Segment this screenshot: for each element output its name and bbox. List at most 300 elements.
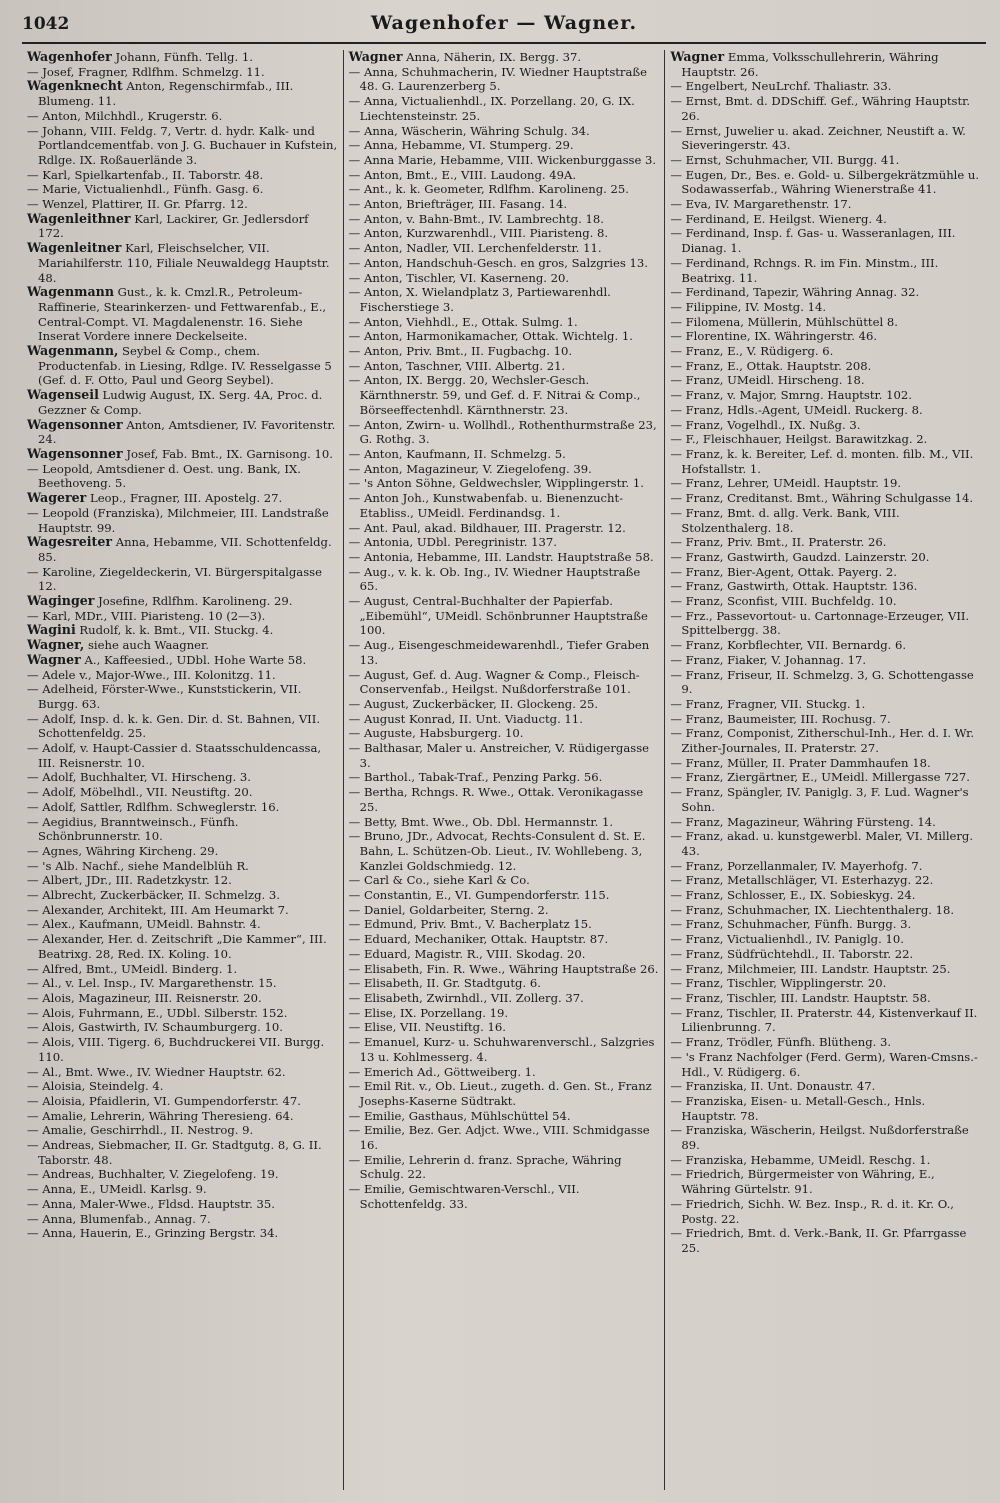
entry-text: siehe auch Waagner. <box>84 638 209 653</box>
directory-entry <box>670 1167 981 1196</box>
directory-entry <box>27 124 338 168</box>
directory-entry <box>349 1079 660 1108</box>
entry-text: — Adelheid, Förster-Wwe., Kunststickerin, VII. Burgg. 63. <box>27 682 302 711</box>
entry-text: — Franz, Porzellanmaler, IV. Mayerhofg. 7. <box>670 858 923 873</box>
directory-entry <box>670 903 981 918</box>
entry-text: — Ernst, Bmt. d. DDSchiff. Gef., Währing Hauptstr. 26. <box>670 94 971 123</box>
directory-entry <box>670 403 981 418</box>
directory-entry <box>670 932 981 947</box>
entry-surname: Waginger <box>27 593 95 609</box>
directory-entry <box>27 447 338 462</box>
entry-text: — Aloisia, Pfaidlerin, VI. Gumpendorferstr. 47. <box>27 1093 301 1108</box>
entry-text: — Edmund, Priv. Bmt., V. Bacherplatz 15. <box>348 917 592 932</box>
entry-text: — Anton, Milchhdl., Krugerstr. 6. <box>27 108 223 123</box>
entry-text: — August, Gef. d. Aug. Wagner & Comp., Fleisch-Conservenfab., Heilgst. Nußdorferstraße 101. <box>348 667 640 697</box>
entry-text: — Franz, Trödler, Fünfh. Blütheng. 3. <box>670 1035 892 1050</box>
directory-entry <box>349 462 660 477</box>
directory-entry <box>670 300 981 315</box>
entry-text: — Anna, Schuhmacherin, IV. Wiedner Hauptstraße 48. G. Laurenzerberg 5. <box>348 64 647 94</box>
directory-entry <box>349 741 660 770</box>
entry-text: — Leopold (Franziska), Milchmeier, III. Landstraße Hauptstr. 99. <box>27 505 329 535</box>
directory-entry <box>670 668 981 697</box>
directory-entry <box>27 565 338 594</box>
entry-text: — Bertha, Rchngs. R. Wwe., Ottak. Veronikagasse 25. <box>348 785 644 814</box>
directory-entry <box>349 94 660 123</box>
entry-text: — Franz, Ziergärtner, E., UMeidl. Millergasse 727. <box>670 770 970 785</box>
entry-text: — Elise, VII. Neustiftg. 16. <box>348 1020 506 1035</box>
entry-text: — Anton, Viehhdl., E., Ottak. Sulmg. 1. <box>348 314 578 329</box>
directory-entry <box>670 609 981 638</box>
directory-entry <box>27 1109 338 1124</box>
directory-entry <box>670 565 981 580</box>
entry-surname: Wagner <box>348 50 403 64</box>
directory-entry <box>27 418 338 447</box>
entry-text: — Anton, Harmonikamacher, Ottak. Wichtelg. 1. <box>348 329 633 344</box>
directory-entry <box>27 388 338 417</box>
directory-entry <box>670 785 981 814</box>
entry-text: — Engelbert, NeuLrchf. Thaliastr. 33. <box>670 79 892 94</box>
directory-entry <box>27 1123 338 1138</box>
directory-entry <box>27 873 338 888</box>
entry-text: — Alois, VIII. Tigerg. 6, Buchdruckerei VII. Burgg. 110. <box>27 1035 325 1064</box>
entry-text: — Alois, Magazineur, III. Reisnerstr. 20. <box>27 991 262 1005</box>
entry-text: — Anna Marie, Hebamme, VIII. Wickenburggasse 3. <box>348 152 657 167</box>
entry-text: — Andreas, Buchhalter, V. Ziegelofeng. 19. <box>27 1167 279 1182</box>
directory-entry <box>670 697 981 712</box>
directory-entry <box>349 256 660 271</box>
directory-entry <box>349 315 660 330</box>
entry-text: — Antonia, UDbl. Peregrinistr. 137. <box>348 535 557 550</box>
directory-entry <box>670 594 981 609</box>
directory-entry <box>670 653 981 668</box>
entry-text: — Johann, VIII. Feldg. 7, Vertr. d. hydr. Kalk- und Portlandcementfab. von J. G. Buchauer in Kufstein, Rdlge. IX. Roßauerlände 3. <box>27 123 338 167</box>
entry-text: — Franz, UMeidl. Hirscheng. 18. <box>670 373 865 388</box>
entry-text: — Franz, Schuhmacher, Fünfh. Burgg. 3. <box>670 917 912 932</box>
directory-entry <box>670 50 981 79</box>
directory-entry <box>27 1079 338 1094</box>
entry-text: — Franz, E., V. Rüdigerg. 6. <box>670 344 834 359</box>
entry-surname: Wagensonner <box>27 445 123 461</box>
directory-entry <box>670 491 981 506</box>
entry-text: — Franz, Milchmeier, III. Landstr. Hauptstr. 25. <box>670 961 951 976</box>
directory-entry <box>27 1006 338 1021</box>
entry-text: — Aug., v. k. k. Ob. Ing., IV. Wiedner Hauptstraße 65. <box>348 564 641 594</box>
entry-surname: Wagner, <box>27 637 85 653</box>
directory-entry <box>670 1094 981 1123</box>
entry-text: Anton, Amtsdiener, IV. Favoritenstr. 24. <box>38 417 336 447</box>
directory-entry <box>27 1182 338 1197</box>
directory-entry <box>27 976 338 991</box>
entry-text: — Emilie, Bez. Ger. Adjct. Wwe., VIII. Schmidgasse 16. <box>348 1123 650 1153</box>
entry-text: — August, Central-Buchhalter der Papierfab. „Eibemühl“, UMeidl. Schönbrunner Hauptstraße 100. <box>348 594 648 638</box>
entry-text: Anna, Hebamme, VII. Schottenfeldg. 85. <box>38 535 332 564</box>
directory-entry <box>349 550 660 565</box>
directory-entry <box>27 212 338 241</box>
directory-entry <box>27 79 338 108</box>
directory-entry <box>670 153 981 168</box>
entry-text: — Emilie, Lehrerin d. franz. Sprache, Währing Schulg. 22. <box>348 1152 622 1182</box>
entry-surname: Wagenleitner <box>27 240 122 256</box>
directory-entry <box>349 668 660 697</box>
directory-entry <box>349 947 660 962</box>
directory-entry <box>349 50 660 65</box>
directory-entry <box>670 226 981 255</box>
directory-entry <box>27 197 338 212</box>
entry-text: — Franz, Müller, II. Prater Dammhaufen 18. <box>670 755 931 770</box>
entry-text: — Anton, Priv. Bmt., II. Fugbachg. 10. <box>348 344 573 359</box>
directory-entry <box>670 1035 981 1050</box>
entry-text: — Franz, E., Ottak. Hauptstr. 208. <box>670 358 872 373</box>
entry-text: — Karl, MDr., VIII. Piaristeng. 10 (2—3). <box>27 608 266 623</box>
entry-surname: Wagenmann, <box>27 343 119 359</box>
directory-entry <box>670 829 981 858</box>
directory-entry <box>670 1123 981 1152</box>
directory-entry <box>349 976 660 991</box>
directory-entry <box>670 344 981 359</box>
entry-text: — Franziska, Wäscherin, Heilgst. Nußdorferstraße 89. <box>670 1123 969 1153</box>
entry-text: — Karl, Spielkartenfab., II. Taborstr. 48. <box>27 167 264 182</box>
entry-text: — Amalie, Lehrerin, Währing Theresieng. 64. <box>27 1108 294 1123</box>
entry-text: — Alois, Fuhrmann, E., UDbl. Silberstr. 152. <box>27 1005 288 1020</box>
entry-text: — Franz, Tischler, III. Landstr. Hauptstr. 58. <box>670 991 931 1005</box>
directory-entry <box>349 1020 660 1035</box>
entry-text: — Franz, Südfrüchtehdl., II. Taborstr. 22. <box>670 946 914 961</box>
entry-text: — Franz, Sconfist, VIII. Buchfeldg. 10. <box>670 594 897 609</box>
entry-text: — Anna, Victualienhdl., IX. Porzellang. 20, G. IX. Liechtensteinstr. 25. <box>348 94 635 123</box>
directory-entry <box>349 418 660 447</box>
directory-entry <box>349 476 660 491</box>
directory-entry <box>670 476 981 491</box>
directory-entry <box>27 1197 338 1212</box>
directory-entry <box>349 1109 660 1124</box>
entry-text: — Franz, Gastwirth, Ottak. Hauptstr. 136. <box>670 579 918 594</box>
entry-text: — Alexander, Her. d. Zeitschrift „Die Kammer“, III. Beatrixg. 28, Red. IX. Koling. 10. <box>27 932 327 961</box>
entry-text: — Ferdinand, Tapezir, Währing Annag. 32. <box>670 285 920 300</box>
directory-entry <box>670 1006 981 1035</box>
directory-entry <box>670 506 981 535</box>
directory-entry <box>349 785 660 814</box>
directory-entry <box>27 241 338 285</box>
directory-entry <box>349 285 660 314</box>
directory-entry <box>670 94 981 123</box>
entry-text: — Anton, Briefträger, III. Fasang. 14. <box>348 197 568 212</box>
directory-entry <box>349 447 660 462</box>
directory-entry <box>349 1123 660 1152</box>
directory-entry <box>670 432 981 447</box>
entry-text: — Eugen, Dr., Bes. e. Gold- u. Silbergekrätzmühle u. Sodawasserfab., Währing Wienerstraße 41. <box>670 167 980 197</box>
directory-entry <box>27 741 338 770</box>
entry-text: — Friedrich, Sichh. W. Bez. Insp., R. d. it. Kr. O., Postg. 22. <box>670 1196 954 1226</box>
entry-text: — Franziska, Eisen- u. Metall-Gesch., Hnls. Hauptstr. 78. <box>670 1093 926 1123</box>
entry-text: — August, Zuckerbäcker, II. Glockeng. 25. <box>348 696 599 711</box>
entry-surname: Wagenleithner <box>27 210 131 226</box>
directory-entry <box>670 815 981 830</box>
entry-text: — Anton, Kurzwarenhdl., VIII. Piaristeng. 8. <box>348 226 609 241</box>
directory-entry <box>670 124 981 153</box>
entry-text: — Franz, Creditanst. Bmt., Währing Schulgasse 14. <box>670 491 974 506</box>
entry-text: Johann, Fünfh. Tellg. 1. <box>111 50 253 64</box>
entry-text: — Carl & Co., siehe Karl & Co. <box>348 873 530 888</box>
directory-entry <box>670 962 981 977</box>
directory-entry <box>27 917 338 932</box>
directory-entry <box>349 873 660 888</box>
directory-entry <box>349 991 660 1006</box>
entry-text: — Daniel, Goldarbeiter, Sterng. 2. <box>348 902 549 917</box>
directory-entry <box>27 815 338 844</box>
directory-entry <box>349 241 660 256</box>
column-2 <box>343 50 665 1490</box>
entry-text: — Alex., Kaufmann, UMeidl. Bahnstr. 4. <box>27 917 261 932</box>
entry-text: — Anton, IX. Bergg. 20, Wechsler-Gesch. Kärnthnerstr. 59, und Gef. d. F. Nitrai & Comp., Börseeffectenhdl. Kärnthnerstr. 23. <box>348 373 641 417</box>
directory-entry <box>670 329 981 344</box>
directory-entry <box>27 903 338 918</box>
entry-text: — Elisabeth, II. Gr. Stadtgutg. 6. <box>348 976 541 991</box>
directory-entry <box>349 535 660 550</box>
entry-text: — Franz, Tischler, II. Praterstr. 44, Kistenverkauf II. Lilienbrunng. 7. <box>670 1005 978 1035</box>
directory-entry <box>670 79 981 94</box>
entry-text: — Anton Joh., Kunstwabenfab. u. Bienenzucht-Etabliss., UMeidl. Ferdinandsg. 1. <box>348 491 624 520</box>
entry-text: Karl, Fleischselcher, VII. Mariahilferstr. 110, Filiale Neuwaldegg Hauptstr. 48. <box>38 241 330 285</box>
directory-entry <box>349 521 660 536</box>
entry-text: — Ant. Paul, akad. Bildhauer, III. Pragerstr. 12. <box>348 520 626 535</box>
entry-text: Rudolf, k. k. Bmt., VII. Stuckg. 4. <box>75 623 274 638</box>
entry-text: — Bruno, JDr., Advocat, Rechts-Consulent d. St. E. Bahn, L. Schützen-Ob. Lieut., IV. Wohllebeng. 3, Kanzlei Goldschmiedg. 12. <box>348 829 646 873</box>
directory-entry <box>670 1050 981 1079</box>
directory-entry <box>349 359 660 374</box>
directory-entry <box>670 712 981 727</box>
entry-text: — Anton, Nadler, VII. Lerchenfelderstr. 11. <box>348 241 602 256</box>
entry-text: — Emerich Ad., Göttweiberg. 1. <box>348 1064 536 1079</box>
entry-text: — Anna, Hebamme, VI. Stumperg. 29. <box>348 138 574 153</box>
directory-entry <box>670 447 981 476</box>
entry-text: — Emil Rit. v., Ob. Lieut., zugeth. d. Gen. St., Franz Josephs-Kaserne Südtrakt. <box>348 1079 652 1108</box>
entry-surname: Wagenmann <box>27 284 114 300</box>
directory-entry <box>670 1226 981 1255</box>
directory-entry <box>27 1035 338 1064</box>
entry-text: — Albert, JDr., III. Radetzkystr. 12. <box>27 873 232 888</box>
entry-surname: Wagensonner <box>27 416 123 432</box>
directory-entry <box>349 962 660 977</box>
directory-entry <box>349 565 660 594</box>
entry-text: — Filomena, Müllerin, Mühlschüttel 8. <box>670 314 898 329</box>
directory-entry <box>27 668 338 683</box>
directory-entry <box>27 712 338 741</box>
directory-entry <box>349 153 660 168</box>
entry-surname: Wagenhofer <box>27 50 112 64</box>
entry-text: — Franz, k. k. Bereiter, Lef. d. monten. filb. M., VII. Hofstallstr. 1. <box>670 446 974 476</box>
columns <box>22 50 986 1490</box>
entry-text: — Alfred, Bmt., UMeidl. Binderg. 1. <box>27 961 238 976</box>
directory-entry <box>27 535 338 564</box>
directory-entry <box>349 888 660 903</box>
directory-entry <box>670 285 981 300</box>
entry-text: — Franz, Korbflechter, VII. Bernardg. 6. <box>670 638 907 653</box>
directory-entry <box>27 1020 338 1035</box>
entry-surname: Wagner <box>27 651 81 667</box>
directory-entry <box>670 388 981 403</box>
directory-entry <box>27 859 338 874</box>
entry-text: Seybel & Comp., chem. Productenfab. in Liesing, Rdlge. IV. Resselgasse 5 (Gef. d. F. Otto, Paul und Georg Seybel). <box>38 344 332 388</box>
directory-entry <box>349 1065 660 1080</box>
entry-text: — 's Anton Söhne, Geldwechsler, Wipplingerstr. 1. <box>348 476 644 491</box>
page-header <box>22 12 986 44</box>
directory-entry <box>27 182 338 197</box>
entry-text: — Anton, Tischler, VI. Kaserneng. 20. <box>348 270 570 285</box>
directory-entry <box>27 844 338 859</box>
entry-text: — Adolf, Sattler, Rdlfhm. Schweglerstr. 16. <box>27 799 280 814</box>
directory-entry <box>27 65 338 80</box>
entry-text: — Ferdinand, Insp. f. Gas- u. Wasseranlagen, III. Dianag. 1. <box>670 226 956 256</box>
directory-entry <box>670 770 981 785</box>
entry-text: — Emilie, Gemischtwaren-Verschl., VII. Schottenfeldg. 33. <box>348 1182 580 1211</box>
entry-text: Josefine, Rdlfhm. Karolineng. 29. <box>94 594 293 609</box>
entry-text: — Al., Bmt. Wwe., IV. Wiedner Hauptstr. 62. <box>27 1064 286 1079</box>
directory-entry <box>27 594 338 609</box>
directory-entry <box>349 124 660 139</box>
entry-text: — Adolf, Möbelhdl., VII. Neustiftg. 20. <box>27 785 253 800</box>
entry-text: — Ant., k. k. Geometer, Rdlfhm. Karolineng. 25. <box>348 182 629 197</box>
entry-text: — Franz, Bier-Agent, Ottak. Payerg. 2. <box>670 564 897 579</box>
entry-text: — Franz, akad. u. kunstgewerbl. Maler, VI. Millerg. 43. <box>670 829 974 858</box>
entry-text: — Franz, Lehrer, UMeidl. Hauptstr. 19. <box>670 476 902 491</box>
page-title: Wagenhofer — Wagner. <box>370 12 638 34</box>
directory-entry <box>27 344 338 388</box>
entry-text: — 's Alb. Nachf., siehe Mandelblüh R. <box>27 858 249 873</box>
entry-surname: Wagerer <box>27 490 87 506</box>
directory-entry <box>670 579 981 594</box>
directory-entry <box>670 1153 981 1168</box>
entry-text: — Eva, IV. Margarethenstr. 17. <box>670 197 852 212</box>
directory-entry <box>349 373 660 417</box>
entry-text: — August Konrad, II. Unt. Viaductg. 11. <box>348 711 583 726</box>
directory-entry <box>27 888 338 903</box>
entry-text: — Anton, Handschuh-Gesch. en gros, Salzgries 13. <box>348 255 648 270</box>
directory-entry <box>670 859 981 874</box>
directory-entry <box>670 550 981 565</box>
directory-entry <box>27 770 338 785</box>
entry-text: — F., Fleischhauer, Heilgst. Barawitzkag. 2. <box>670 432 928 447</box>
entry-text: — Anna, Wäscherin, Währing Schulg. 34. <box>348 123 590 138</box>
entry-text: — Franz, v. Major, Smrng. Hauptstr. 102. <box>670 388 912 403</box>
entry-text: — Marie, Victualienhdl., Fünfh. Gasg. 6. <box>27 182 264 197</box>
entry-text: — Aloisia, Steindelg. 4. <box>27 1079 164 1094</box>
column-1 <box>22 50 343 1490</box>
entry-text: — Elise, IX. Porzellang. 19. <box>348 1005 509 1020</box>
directory-entry <box>349 638 660 667</box>
entry-text: — Anton, Taschner, VIII. Albertg. 21. <box>348 358 566 373</box>
entry-text: — Ferdinand, Rchngs. R. im Fin. Minstm., III. Beatrixg. 11. <box>670 255 939 285</box>
entry-surname: Wagesreiter <box>27 534 113 550</box>
entry-text: — Franz, Magazineur, Währing Fürsteng. 14. <box>670 814 936 829</box>
directory-entry <box>27 491 338 506</box>
entry-text: — Eduard, Mechaniker, Ottak. Hauptstr. 87. <box>348 932 609 947</box>
directory-entry <box>349 1182 660 1211</box>
directory-entry <box>349 903 660 918</box>
directory-entry <box>27 962 338 977</box>
directory-entry <box>670 197 981 212</box>
directory-entry <box>670 212 981 227</box>
directory-entry <box>27 1065 338 1080</box>
directory-entry <box>670 976 981 991</box>
directory-entry <box>349 917 660 932</box>
entry-text: — Betty, Bmt. Wwe., Ob. Dbl. Hermannstr. 1. <box>348 814 614 829</box>
entry-text: — Andreas, Siebmacher, II. Gr. Stadtgutg. 8, G. II. Taborstr. 48. <box>27 1138 322 1167</box>
directory-entry <box>670 1079 981 1094</box>
directory-entry <box>27 932 338 961</box>
directory-entry <box>27 109 338 124</box>
entry-text: — Franz, Fragner, VII. Stuckg. 1. <box>670 696 866 711</box>
directory-entry <box>27 785 338 800</box>
entry-text: — Franz, Bmt. d. allg. Verk. Bank, VIII. Stolzenthalerg. 18. <box>670 505 900 535</box>
directory-entry <box>349 212 660 227</box>
directory-entry <box>27 638 338 653</box>
directory-entry <box>670 873 981 888</box>
entry-text: — Anna, Hauerin, E., Grinzing Bergstr. 34. <box>27 1226 279 1241</box>
entry-text: — Ernst, Schuhmacher, VII. Burgg. 41. <box>670 152 900 167</box>
directory-entry <box>27 800 338 815</box>
entry-text: — Franz, Fiaker, V. Johannag. 17. <box>670 652 867 667</box>
entry-text: — Anna, Maler-Wwe., Fldsd. Hauptstr. 35. <box>27 1196 275 1211</box>
entry-text: — Albrecht, Zuckerbäcker, II. Schmelzg. 3. <box>27 888 280 903</box>
entry-text: — Josef, Fragner, Rdlfhm. Schmelzg. 11. <box>27 64 265 79</box>
entry-text: Karl, Lackirer, Gr. Jedlersdorf 172. <box>38 211 309 241</box>
directory-entry <box>349 271 660 286</box>
entry-text: — Wenzel, Plattirer, II. Gr. Pfarrg. 12. <box>27 197 248 212</box>
directory-entry <box>27 1167 338 1182</box>
directory-entry <box>349 1153 660 1182</box>
directory-entry <box>670 1197 981 1226</box>
entry-text: — Ferdinand, E. Heilgst. Wienerg. 4. <box>670 211 887 226</box>
directory-entry <box>670 917 981 932</box>
directory-entry <box>27 1212 338 1227</box>
entry-text: — Aegidius, Branntweinsch., Fünfh. Schönbrunnerstr. 10. <box>27 814 239 844</box>
directory-entry <box>27 991 338 1006</box>
entry-text: — 's Franz Nachfolger (Ferd. Germ), Waren-Cmsns.-Hdl., V. Rüdigerg. 6. <box>670 1049 978 1079</box>
entry-text: — Anton, v. Bahn-Bmt., IV. Lambrechtg. 18. <box>348 211 604 226</box>
directory-entry <box>349 594 660 638</box>
entry-text: — Franz, Metallschläger, VI. Esterhazyg. 22. <box>670 873 934 888</box>
entry-text: — Eduard, Magistr. R., VIII. Skodag. 20. <box>348 946 586 961</box>
entry-text: — Anton, Magazineur, V. Ziegelofeng. 39. <box>348 461 592 476</box>
entry-text: — Friedrich, Bmt. d. Verk.-Bank, II. Gr. Pfarrgasse 25. <box>670 1226 967 1255</box>
directory-entry <box>670 168 981 197</box>
entry-text: — Anna, E., UMeidl. Karlsg. 9. <box>27 1182 207 1197</box>
directory-entry <box>349 829 660 873</box>
directory-entry <box>27 1094 338 1109</box>
entry-text: — Franz, Victualienhdl., IV. Paniglg. 10. <box>670 932 904 947</box>
directory-entry <box>670 535 981 550</box>
entry-text: — Franz, Componist, Zitherschul-Inh., Her. d. I. Wr. Zither-Journales, II. Praterstr. 27. <box>670 726 975 756</box>
directory-entry <box>349 932 660 947</box>
entry-text: — Franziska, II. Unt. Donaustr. 47. <box>670 1079 876 1094</box>
directory-entry <box>670 638 981 653</box>
entry-text: — Franz, Schuhmacher, IX. Liechtenthalerg. 18. <box>670 902 955 917</box>
directory-entry <box>670 756 981 771</box>
entry-text: — Anton, Bmt., E., VIII. Laudong. 49A. <box>348 167 577 182</box>
entry-text: — Auguste, Habsburgerg. 10. <box>348 726 524 741</box>
entry-text: Ludwig August, IX. Serg. 4A, Proc. d. Gezzner & Comp. <box>38 388 323 417</box>
entry-text: — Frz., Passevortout- u. Cartonnage-Erzeuger, VII. Spittelbergg. 38. <box>670 608 970 638</box>
entry-text: — Anton, Kaufmann, II. Schmelzg. 5. <box>348 446 566 461</box>
entry-text: — Emilie, Gasthaus, Mühlschüttel 54. <box>348 1108 571 1123</box>
entry-text: A., Kaffeesied., UDbl. Hohe Warte 58. <box>80 652 307 667</box>
entry-text: — Filippine, IV. Mostg. 14. <box>670 299 827 314</box>
directory-entry <box>670 359 981 374</box>
directory-entry <box>670 726 981 755</box>
entry-text: — Franz, Schlosser, E., IX. Sobieskyg. 24. <box>670 888 916 903</box>
entry-text: — Franziska, Hebamme, UMeidl. Reschg. 1. <box>670 1152 931 1167</box>
column-3 <box>664 50 986 1490</box>
